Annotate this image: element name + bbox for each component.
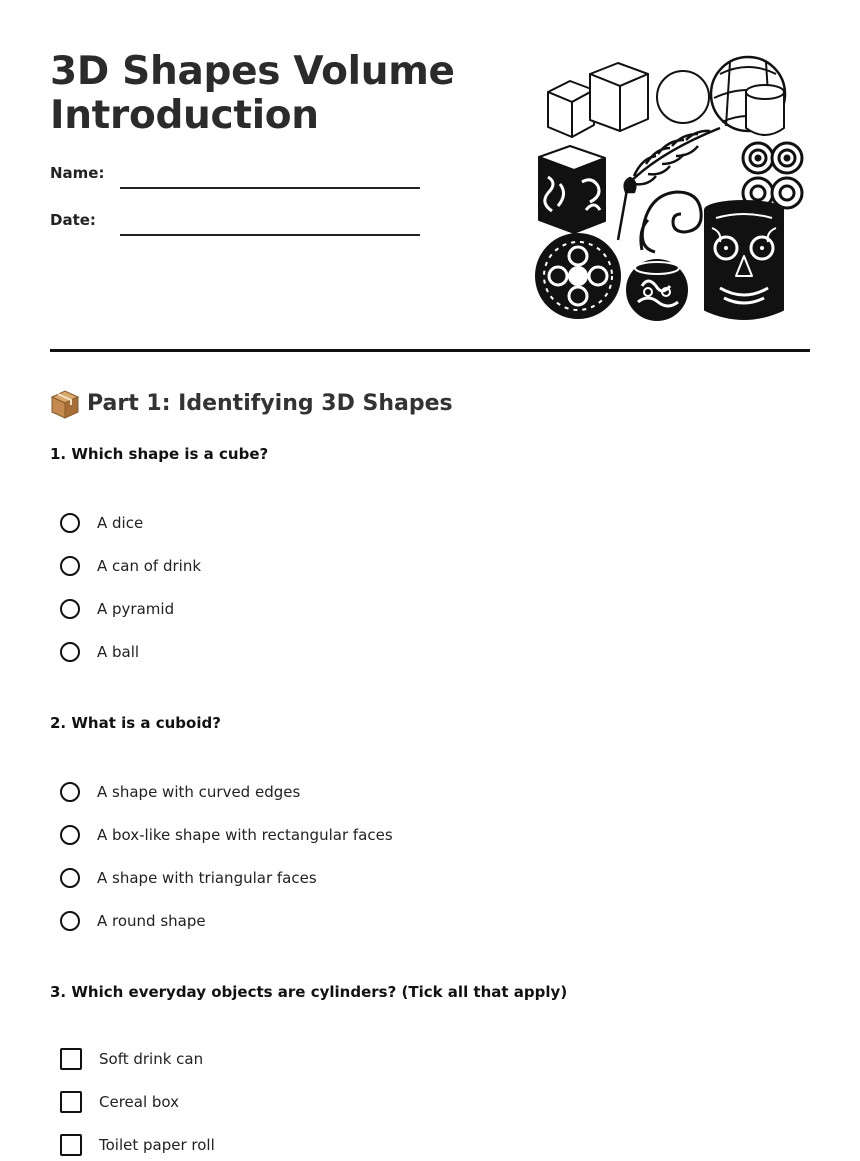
question-2: 2. What is a cuboid? — [50, 714, 221, 732]
q2-option-3[interactable] — [60, 866, 317, 890]
option-label: A dice — [97, 514, 144, 532]
header-divider — [50, 349, 810, 352]
option-label: A shape with curved edges — [97, 783, 301, 801]
q3-option-2[interactable] — [60, 1090, 179, 1114]
option-label: Toilet paper roll — [99, 1136, 215, 1154]
checkbox[interactable] — [60, 1134, 82, 1156]
page-title — [50, 50, 455, 138]
name-field[interactable] — [50, 164, 420, 190]
date-line[interactable] — [120, 234, 420, 236]
radio-button[interactable] — [60, 782, 80, 802]
checkbox[interactable] — [60, 1091, 82, 1113]
koru-icon — [743, 143, 802, 208]
option-label: Soft drink can — [99, 1050, 204, 1068]
option-label: A box-like shape with rectangular faces — [97, 826, 393, 844]
option-label: A pyramid — [97, 600, 175, 618]
radio-button[interactable] — [60, 911, 80, 931]
spiral-icon — [641, 192, 701, 252]
option-label: Cereal box — [99, 1093, 180, 1111]
q1-option-1[interactable] — [60, 511, 143, 535]
q1-option-3[interactable] — [60, 597, 174, 621]
patterned-ball-icon — [627, 260, 687, 320]
cylinder-icon — [746, 85, 784, 135]
q1-option-2[interactable] — [60, 554, 201, 578]
part1-title: Part 1: Identifying 3D Shapes — [87, 391, 453, 416]
name-label: Name: — [50, 164, 105, 182]
radio-button[interactable] — [60, 556, 80, 576]
q3-option-1[interactable] — [60, 1047, 203, 1071]
q2-option-4[interactable] — [60, 909, 206, 933]
option-label: A can of drink — [97, 557, 202, 575]
radio-button[interactable] — [60, 599, 80, 619]
cube-icon — [548, 81, 594, 137]
date-field[interactable] — [50, 211, 420, 237]
radio-button[interactable] — [60, 825, 80, 845]
q2-option-1[interactable] — [60, 780, 300, 804]
date-label: Date: — [50, 211, 96, 229]
radio-button[interactable] — [60, 513, 80, 533]
q1-option-4[interactable] — [60, 640, 139, 664]
checkbox[interactable] — [60, 1048, 82, 1070]
title-line-2: Introduction — [50, 93, 319, 138]
name-line[interactable] — [120, 187, 420, 189]
option-label: A ball — [97, 643, 140, 661]
circle-icon — [657, 71, 709, 123]
shapes-illustration — [530, 52, 812, 326]
tiki-cylinder-icon — [705, 201, 783, 319]
radio-button[interactable] — [60, 642, 80, 662]
question-1: 1. Which shape is a cube? — [50, 445, 269, 463]
option-label: A round shape — [97, 912, 206, 930]
q2-option-2[interactable] — [60, 823, 393, 847]
q3-option-3[interactable] — [60, 1133, 215, 1157]
package-icon — [50, 389, 80, 419]
option-label: A shape with triangular faces — [97, 869, 317, 887]
question-3: 3. Which everyday objects are cylinders? (Tick all that apply) — [50, 983, 568, 1001]
radio-button[interactable] — [60, 868, 80, 888]
part1-heading — [50, 388, 453, 420]
patterned-cube-icon — [539, 146, 605, 233]
title-line-1: 3D Shapes Volume — [50, 49, 455, 94]
cube-icon — [590, 63, 648, 131]
patterned-sphere-icon — [536, 234, 620, 318]
